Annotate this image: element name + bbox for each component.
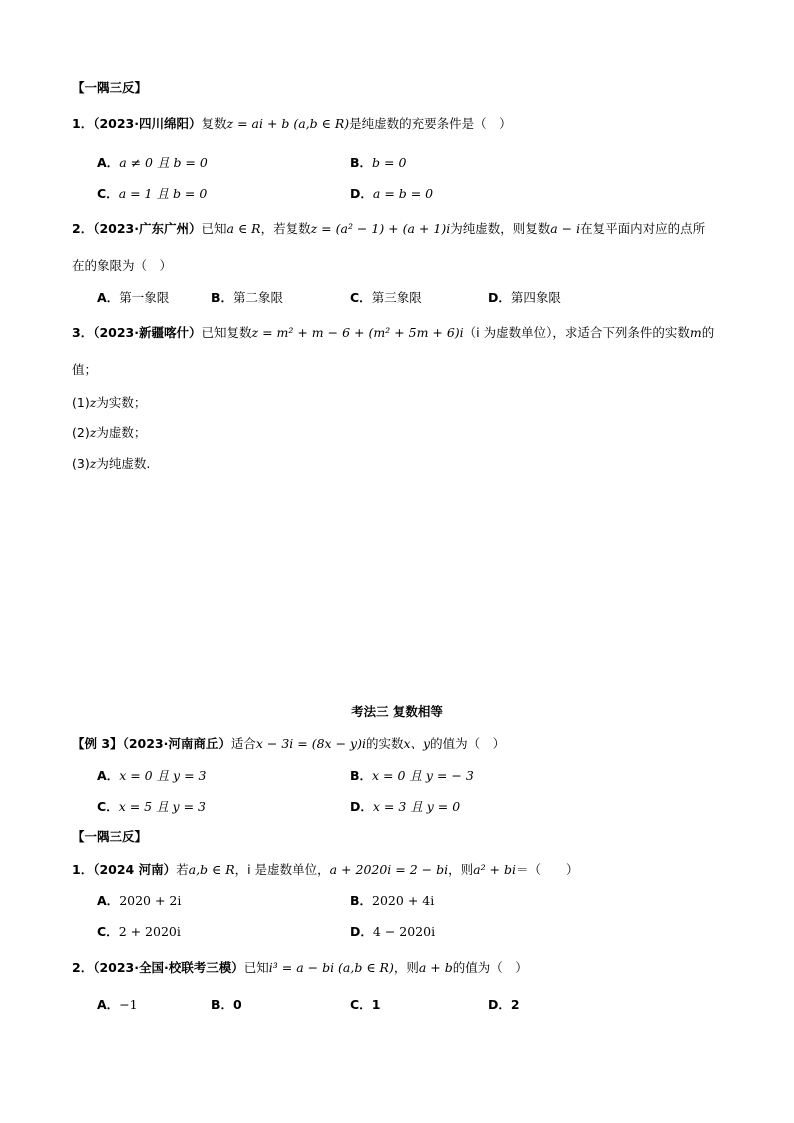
option-c[interactable]	[97, 801, 206, 814]
question-source: （2023·四川绵阳）	[93, 116, 202, 131]
question-3	[72, 327, 714, 340]
option-label: A．	[97, 768, 120, 783]
option-text: 第二象限	[233, 290, 284, 305]
question-stem: 在复平面内对应的点所	[580, 221, 706, 236]
option-text: a = b = 0	[372, 186, 434, 201]
option-label: D．	[488, 997, 511, 1012]
option-text: 2	[510, 997, 520, 1012]
option-label: D．	[350, 186, 373, 201]
question-source: （2023·新疆喀什）	[93, 325, 202, 340]
question-stem: ，若复数	[260, 221, 311, 236]
question-stem: 的值为（ ）	[452, 960, 528, 975]
question-stem: （i 为虚数单位），求适合下列条件的实数	[463, 325, 690, 340]
option-d[interactable]	[350, 926, 435, 939]
sub-question-1	[72, 397, 146, 410]
sub-question-2	[72, 427, 146, 440]
question-stem: 是纯虚数的充要条件是（ ）	[349, 116, 512, 131]
option-b[interactable]	[350, 157, 406, 170]
question-stem: ，则	[448, 862, 474, 877]
option-label: B．	[350, 768, 373, 783]
option-text: a ≠ 0 且 b = 0	[119, 155, 208, 170]
math-expression: a − i	[550, 221, 581, 236]
option-b[interactable]	[211, 292, 283, 305]
option-d[interactable]	[350, 801, 460, 814]
option-text: 1	[371, 997, 381, 1012]
option-a[interactable]	[97, 895, 181, 908]
question-number: 3．	[72, 325, 94, 340]
question-source: （2023·广东广州）	[93, 221, 202, 236]
question-source: （2024 河南）	[93, 862, 177, 877]
sub-text: 为纯虚数.	[96, 456, 151, 471]
option-label: D．	[350, 924, 373, 939]
option-text: 2020 + 2i	[119, 893, 182, 908]
option-text: x = 3 且 y = 0	[372, 799, 461, 814]
example-tag: 【例 3】	[72, 736, 123, 751]
question-number: 1．	[72, 862, 94, 877]
option-text: x = 0 且 y = 3	[119, 768, 207, 783]
question-stem: 的值为（ ）	[430, 736, 506, 751]
option-label: A．	[97, 893, 120, 908]
option-label: A．	[97, 290, 120, 305]
question-1	[72, 118, 512, 131]
option-text: 第四象限	[510, 290, 561, 305]
option-label: C．	[97, 186, 119, 201]
option-d[interactable]	[488, 999, 520, 1012]
question-stem: 已知复数	[201, 325, 252, 340]
question-1	[72, 864, 579, 877]
option-b[interactable]	[350, 895, 434, 908]
option-a[interactable]	[97, 999, 138, 1012]
sub-label: (1)	[72, 395, 90, 410]
option-label: B．	[211, 997, 234, 1012]
option-a[interactable]	[97, 292, 169, 305]
option-d[interactable]	[488, 292, 561, 305]
option-label: D．	[488, 290, 511, 305]
math-expression: a,b ∈ R	[188, 862, 235, 877]
option-label: B．	[350, 155, 373, 170]
question-source: （2023·全国·校联考三模）	[93, 960, 244, 975]
section-title: 考法三 复数相等	[351, 704, 443, 719]
option-label: A．	[97, 155, 120, 170]
option-c[interactable]	[97, 188, 207, 201]
math-var: z	[89, 456, 97, 471]
question-2	[72, 962, 528, 975]
option-text: x = 5 且 y = 3	[118, 799, 206, 814]
question-2	[72, 223, 705, 236]
option-text: a = 1 且 b = 0	[118, 186, 208, 201]
question-stem: 复数	[201, 116, 227, 131]
option-c[interactable]	[350, 292, 422, 305]
question-stem: ，i 是虚数单位，	[234, 862, 330, 877]
option-label: B．	[350, 893, 373, 908]
option-text: 0	[233, 997, 242, 1012]
question-2-continuation: 在的象限为（ ）	[72, 258, 173, 273]
example-3	[72, 738, 505, 751]
option-b[interactable]	[350, 770, 474, 783]
option-label: D．	[350, 799, 373, 814]
math-var: z	[89, 425, 97, 440]
question-source: （2023·河南商丘）	[122, 736, 231, 751]
sub-question-3	[72, 458, 150, 471]
sub-text: 为实数；	[96, 395, 147, 410]
option-a[interactable]	[97, 770, 207, 783]
sub-label: (2)	[72, 425, 90, 440]
option-text: 4 − 2020i	[372, 924, 436, 939]
math-expression: z = m² + m − 6 + (m² + 5m + 6)i	[251, 325, 464, 340]
math-expression: a² + bi	[473, 862, 517, 877]
option-text: x = 0 且 y = − 3	[372, 768, 474, 783]
math-expression: a + b	[418, 960, 453, 975]
sub-label: (3)	[72, 456, 90, 471]
math-var: z	[89, 395, 97, 410]
sub-text: 为虚数；	[96, 425, 147, 440]
question-number: 2．	[72, 221, 94, 236]
question-stem: 的	[701, 325, 715, 340]
option-text: b = 0	[372, 155, 407, 170]
option-c[interactable]	[350, 999, 380, 1012]
question-stem: 已知	[201, 221, 227, 236]
math-expression: a + 2020i = 2 − bi	[329, 862, 449, 877]
math-expression: a ∈ R	[226, 221, 261, 236]
question-3-continuation: 值；	[72, 362, 98, 377]
math-expression: z = ai + b (a,b ∈ R)	[226, 116, 350, 131]
question-stem: 若	[176, 862, 189, 877]
option-label: C．	[350, 997, 372, 1012]
question-number: 2．	[72, 960, 94, 975]
math-expression: x、y	[403, 736, 431, 751]
option-d[interactable]	[350, 188, 433, 201]
question-stem: ，则	[393, 960, 419, 975]
question-stem: 适合	[230, 736, 256, 751]
option-c[interactable]	[97, 926, 181, 939]
math-expression: x − 3i = (8x − y)i	[255, 736, 366, 751]
math-expression: m	[689, 325, 702, 340]
option-text: 第一象限	[119, 290, 170, 305]
question-stem: 的实数	[365, 736, 404, 751]
option-b[interactable]	[211, 999, 242, 1012]
option-text: 第三象限	[371, 290, 422, 305]
option-label: B．	[211, 290, 234, 305]
option-label: C．	[350, 290, 372, 305]
option-text: 2 + 2020i	[118, 924, 181, 939]
question-stem: 已知	[243, 960, 269, 975]
option-label: C．	[97, 799, 119, 814]
option-text: −1	[119, 997, 138, 1012]
option-a[interactable]	[97, 157, 208, 170]
math-expression: i³ = a − bi (a,b ∈ R)	[268, 960, 394, 975]
math-expression: z = (a² − 1) + (a + 1)i	[310, 221, 451, 236]
question-stem: ＝（ ）	[516, 862, 579, 877]
question-number: 1．	[72, 116, 94, 131]
option-label: C．	[97, 924, 119, 939]
section-header: 【一隅三反】	[72, 829, 148, 844]
option-text: 2020 + 4i	[372, 893, 435, 908]
option-label: A．	[97, 997, 120, 1012]
section-header: 【一隅三反】	[72, 80, 148, 95]
question-stem: 为纯虚数，则复数	[450, 221, 551, 236]
